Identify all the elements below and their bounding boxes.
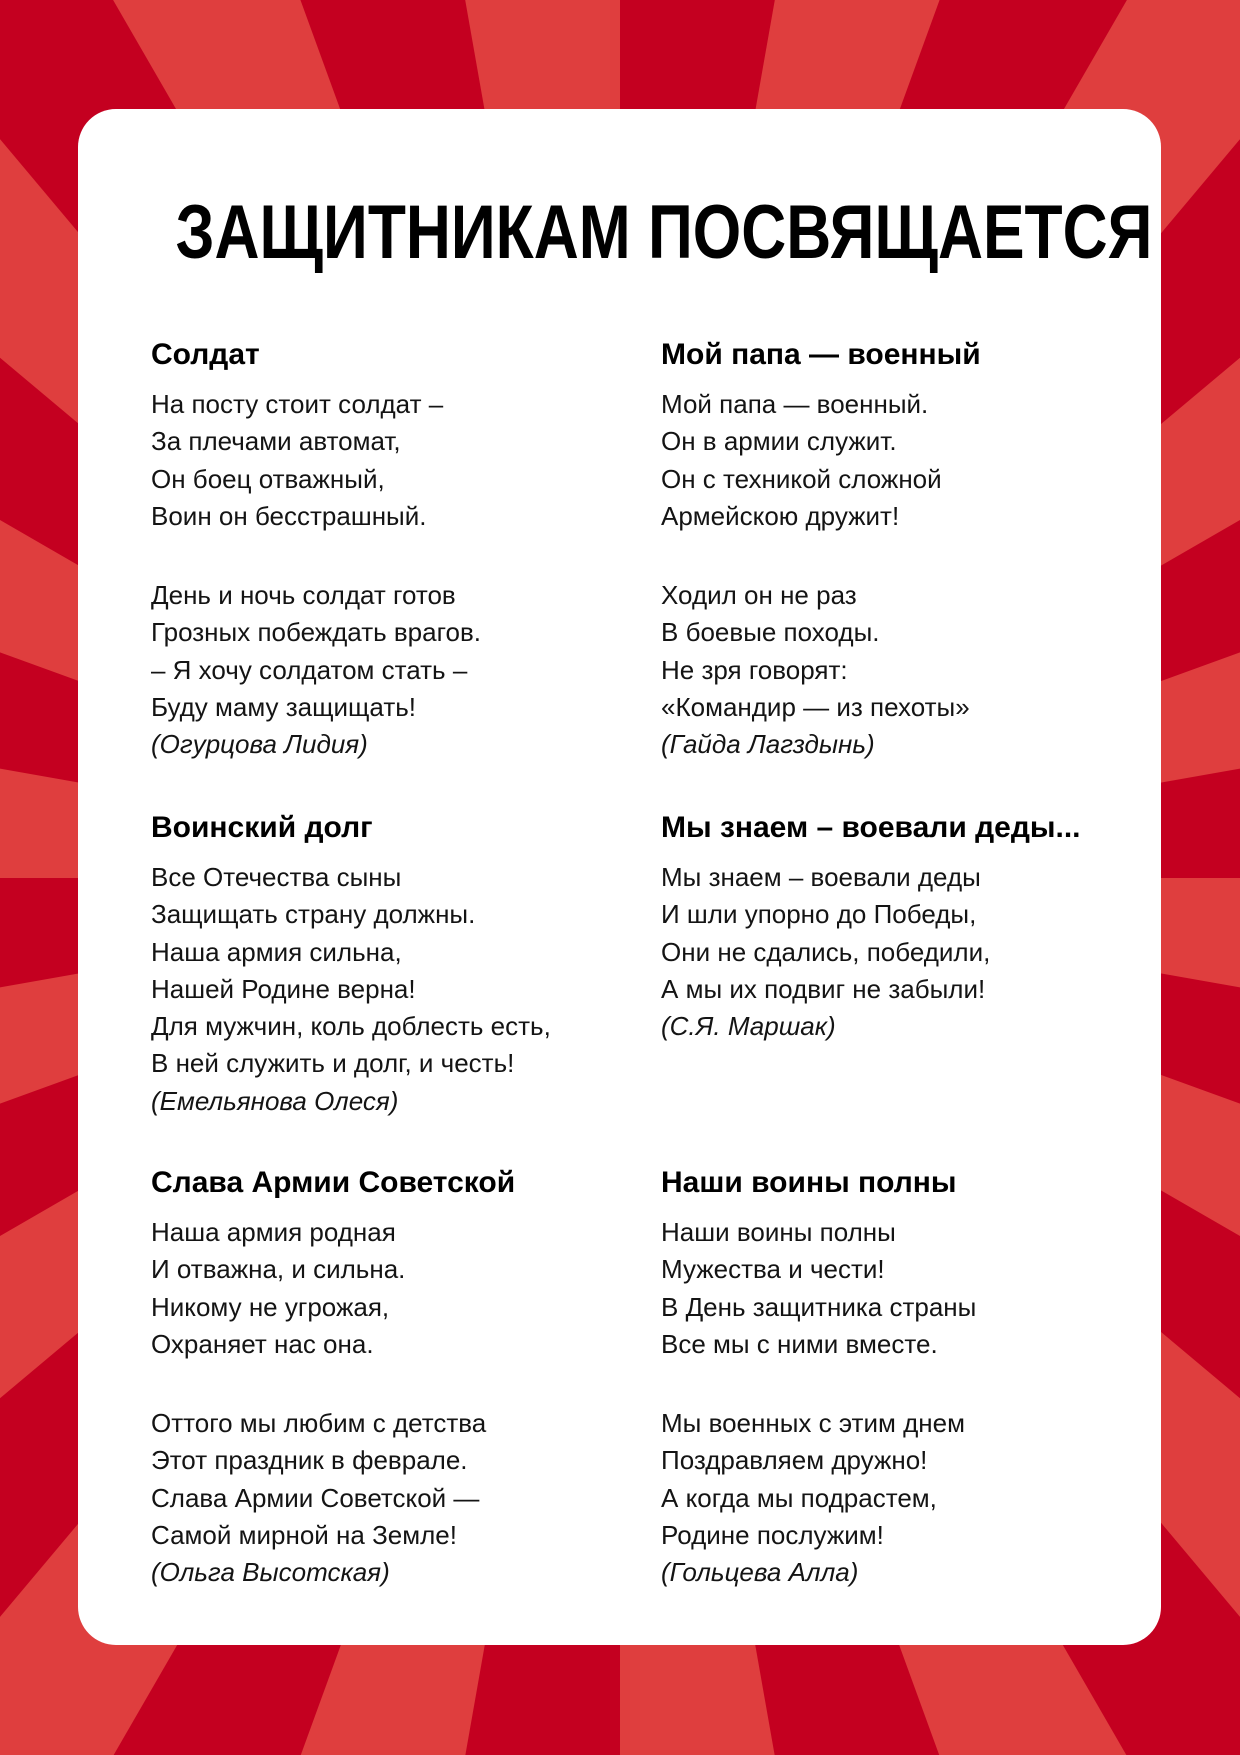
poem-line: Никому не угрожая, <box>151 1291 390 1322</box>
poem-author: (Ольга Высотская) <box>151 1557 390 1588</box>
poem-line: На посту стоит солдат – <box>151 389 444 419</box>
poem-line: Слава Армии Советской — <box>151 1482 480 1513</box>
poem-line: Поздравляем дружно! <box>661 1445 928 1476</box>
poem-line: Самой мирной на Земле! <box>151 1520 457 1551</box>
poem-author: (Огурцова Лидия) <box>151 729 368 760</box>
poem-line: Охраняет нас она. <box>151 1328 374 1359</box>
poem-author: (С.Я. Маршак) <box>661 1011 836 1042</box>
poem-title: Слава Армии Советской <box>151 1166 516 1199</box>
poem-line: Буду маму защищать! <box>151 692 417 723</box>
poem-stanza <box>661 859 1081 1045</box>
poem-line: И отважна, и сильна. <box>151 1254 406 1285</box>
poem-stanza <box>661 1405 976 1591</box>
poem-soldat <box>151 336 481 764</box>
poem-line: Все мы с ними вместе. <box>661 1328 938 1359</box>
poem-line: В боевые походы. <box>661 617 880 648</box>
poem-line: И шли упорно до Победы, <box>661 899 977 930</box>
poem-line: Мой папа — военный. <box>661 389 929 419</box>
poem-author: (Гайда Лагздынь) <box>661 729 875 760</box>
poem-line: «Командир — из пехоты» <box>661 692 970 723</box>
poem-voinskii-dolg <box>151 809 551 1120</box>
poem-moi-papa-voennyi <box>661 336 981 764</box>
poem-stanza <box>151 1405 515 1591</box>
poem-my-znaem <box>661 809 1081 1045</box>
poem-line: Не зря говорят: <box>661 654 848 685</box>
poem-line: – Я хочу солдатом стать – <box>151 654 468 685</box>
poem-title: Воинский долг <box>151 811 373 844</box>
poem-line: Оттого мы любим с детства <box>151 1408 487 1439</box>
poem-line: Они не сдались, победили, <box>661 936 991 967</box>
poem-line: Ходил он не раз <box>661 580 857 611</box>
poem-line: Армейскою дружит! <box>661 500 900 531</box>
poem-line: Наша армия родная <box>151 1217 396 1247</box>
poem-line: Грозных побеждать врагов. <box>151 617 482 648</box>
poem-line: Мужества и чести! <box>661 1254 885 1285</box>
page-title: ЗАЩИТНИКАМ ПОСВЯЩАЕТСЯ <box>175 190 1153 275</box>
poem-line: Для мужчин, коль доблесть есть, <box>151 1011 551 1042</box>
poem-title: Мы знаем – воевали деды... <box>661 811 1081 844</box>
poem-line: А когда мы подрастем, <box>661 1482 937 1513</box>
poem-author: (Емельянова Олеся) <box>151 1085 399 1116</box>
poem-line: А мы их подвиг не забыли! <box>661 973 986 1004</box>
poem-line: В День защитника страны <box>661 1291 977 1322</box>
poem-line: В ней служить и долг, и честь! <box>151 1048 515 1079</box>
poem-line: Нашей Родине верна! <box>151 973 416 1004</box>
poems-card <box>78 109 1161 1645</box>
poem-line: Воин он бесстрашный. <box>151 500 427 531</box>
poem-line: Родине послужим! <box>661 1520 884 1551</box>
poem-line: День и ночь солдат готов <box>151 580 456 611</box>
poem-line: Все Отечества сыны <box>151 862 402 892</box>
poem-line: Этот праздник в феврале. <box>151 1445 468 1476</box>
poem-line: Наша армия сильна, <box>151 936 402 967</box>
poem-line: За плечами автомат, <box>151 426 401 457</box>
poem-title: Наши воины полны <box>661 1166 957 1199</box>
poem-slava-armii <box>151 1164 515 1592</box>
poem-line: Наши воины полны <box>661 1217 896 1247</box>
poem-line: Защищать страну должны. <box>151 899 476 930</box>
poem-author: (Гольцева Алла) <box>661 1557 859 1588</box>
poem-stanza <box>661 577 981 763</box>
poem-title: Мой папа — военный <box>661 338 981 371</box>
poem-stanza <box>151 1214 515 1363</box>
poem-line: Он с техникой сложной <box>661 463 942 494</box>
poem-stanza <box>151 577 481 763</box>
poem-line: Он боец отважный, <box>151 463 385 494</box>
poem-title: Солдат <box>151 338 260 371</box>
poem-stanza <box>661 1214 976 1363</box>
poem-stanza <box>661 386 981 535</box>
poem-nashi-voiny <box>661 1164 976 1592</box>
poem-line: Он в армии служит. <box>661 426 897 457</box>
poem-line: Мы знаем – воевали деды <box>661 862 981 892</box>
poem-line: Мы военных с этим днем <box>661 1408 965 1439</box>
poem-stanza <box>151 859 551 1120</box>
poem-stanza <box>151 386 481 535</box>
